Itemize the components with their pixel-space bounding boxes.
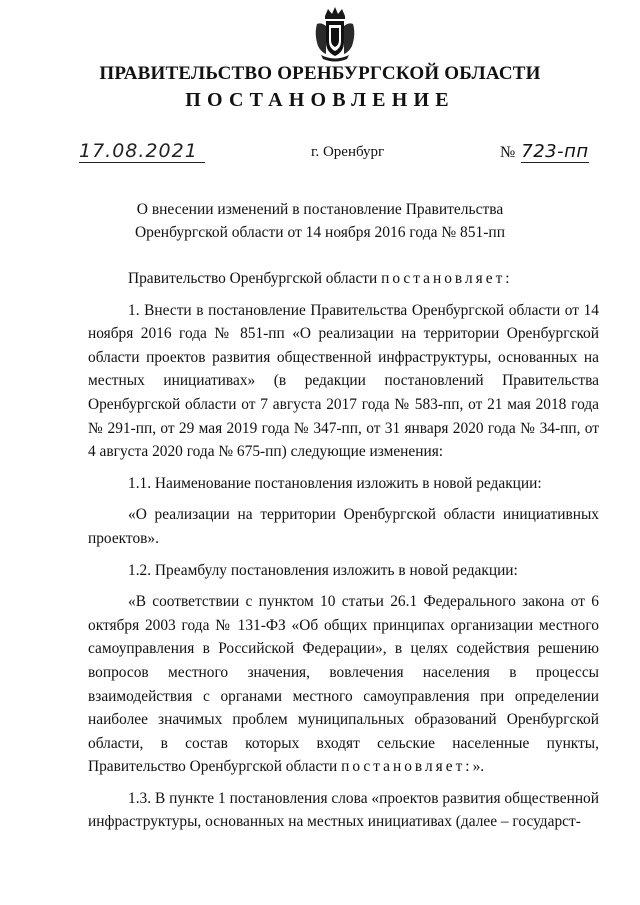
quote-spaced-word: постановляет: — [341, 758, 473, 776]
intro-paragraph — [88, 267, 599, 291]
paragraph-1-2: 1.2. Преамбулу постановления изложить в новой редакции: — [128, 561, 518, 579]
document-number — [500, 141, 589, 162]
paragraph-1-2-quote — [88, 590, 599, 779]
paragraph-1-1: 1.1. Наименование постановления изложить в новой редакции: — [128, 474, 542, 492]
document-body — [88, 267, 599, 834]
organization-title: ПРАВИТЕЛЬСТВО ОРЕНБУРГСКОЙ ОБЛАСТИ — [99, 63, 541, 84]
subject-line-1: О внесении изменений в постановление Правительства — [136, 201, 504, 218]
intro-spaced-word: постановляет: — [381, 270, 513, 287]
coat-of-arms-icon — [313, 6, 357, 62]
paragraph-1-1-quote: «О реализации на территории Оренбургской области инициативных проектов». — [88, 506, 599, 547]
document-city: г. Оренбург — [311, 144, 385, 160]
paragraph-1-3: 1.3. В пункте 1 постановления слова «проектов развития общественной инфраструктуры, основанных на местных инициативах (далее – государст- — [88, 789, 599, 831]
number-label: № — [500, 144, 516, 161]
paragraph-1: 1. Внести в постановление Правительства Оренбургской области от 14 ноября 2016 года № 851-пп «О реализации на территории Оренбургской области проектов развития общественной инфраструктуры, основанных на местных инициативах» (в редакции постановлений Правительства Оренбургской области от 7 августа 2017 года № 583-пп, от 21 мая 2018 года № 291-пп, от 29 мая 2019 года № 347-пп, от 31 января 2020 года № 34-пп, от 4 августа 2020 года № 675-пп) следующие изменения: — [88, 301, 599, 461]
intro-text: Правительство Оренбургской области — [128, 270, 382, 287]
document-type-title: ПОСТАНОВЛЕНИЕ — [185, 89, 455, 111]
document-date: 17.08.2021 — [79, 140, 205, 163]
quote-end: ». — [472, 758, 485, 776]
document-subject — [0, 198, 640, 244]
quote-text: «В соответствии с пунктом 10 статьи 26.1 Федерального закона от 6 октября 2003 года № 131-ФЗ «Об общих принципах организации местного самоуправления в Российской Федерации», в целях содействия решению вопросов местного значения, вовлечения населения в процессы взаимодействия с органами местного самоуправления при определении наиболее значимых проблем муниципальных образований Оренбургской области, в состав которых входят сельские населенные пункты, Правительство Оренбургской области — [88, 593, 599, 776]
number-value: 723-пп — [521, 141, 589, 162]
subject-line-2: Оренбургской области от 14 ноября 2016 года № 851-пп — [134, 224, 506, 241]
